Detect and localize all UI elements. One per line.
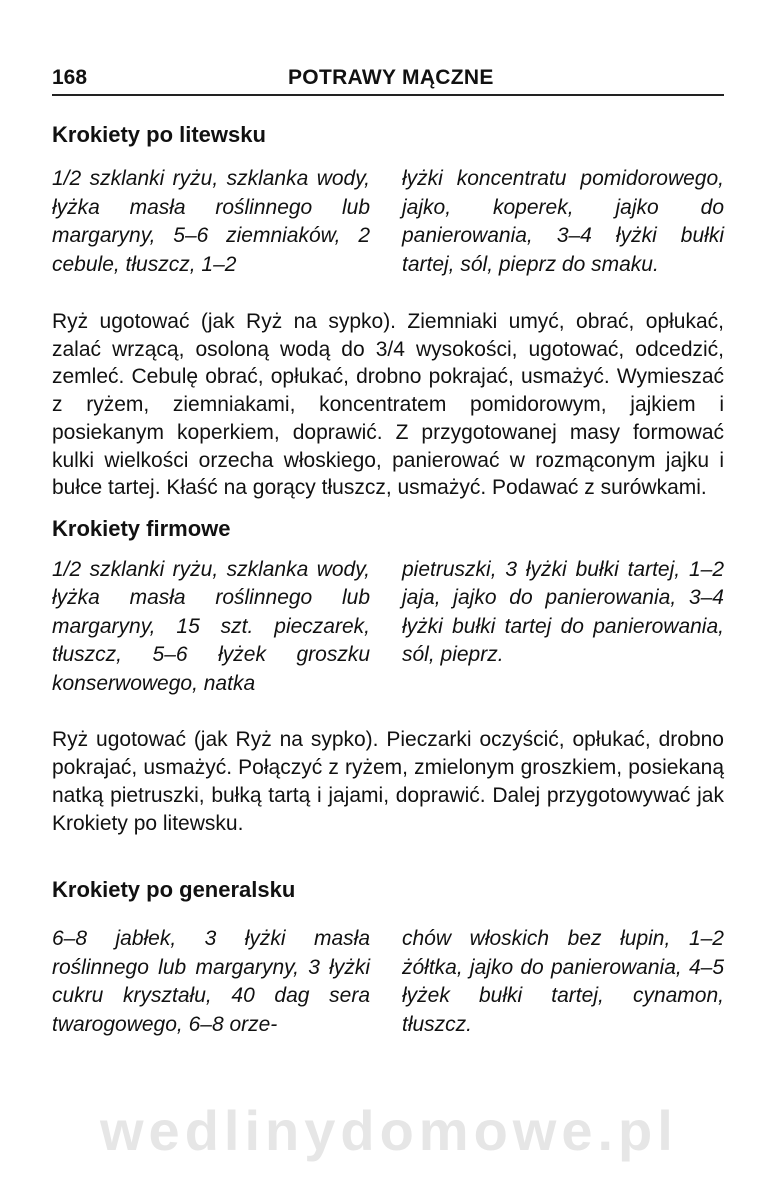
recipe-title: Krokiety po generalsku: [52, 877, 296, 903]
recipe-krokiety-firmowe: [52, 516, 724, 837]
method: Ryż ugotować (jak Ryż na sypko). Pieczarki oczyścić, opłukać, drobno pokrajać, usmażyć. Połączyć z ryżem, zmielonym groszkiem, posiekaną natką pietruszki, bułką tartą i jajami, doprawić. Dalej przygotowywać jak Krokiety po litewsku.: [52, 728, 724, 835]
ingredients-right: chów włoskich bez łupin, 1–2 żółtka, jajko do panierowania, 4–5 łyżek bułki tartej, cynamon, tłuszcz.: [402, 927, 724, 1036]
running-title: POTRAWY MĄCZNE: [288, 66, 494, 89]
ingredients: [52, 165, 724, 279]
recipe-title: Krokiety po litewsku: [52, 122, 266, 147]
ingredients: [52, 925, 724, 1039]
recipe-krokiety-po-litewsku: [52, 122, 724, 502]
recipe-krokiety-po-generalsku: [52, 877, 724, 1039]
ingredients-right: łyżki koncentratu pomidorowego, jajko, koperek, jajko do panierowania, 3–4 łyżki bułki tartej, sól, pieprz do smaku.: [402, 167, 724, 276]
method: Ryż ugotować (jak Ryż na sypko). Ziemniaki umyć, obrać, opłukać, zalać wrzącą, osoloną wodą do 3/4 wysokości, ugotować, odcedzić, zemleć. Cebulę obrać, opłukać, drobno pokrajać, usmażyć. Wymieszać z ryżem, ziemniakami, koncentratem pomidorowym, jajkiem i posiekanym koperkiem, doprawić. Z przygotowanej masy formować kulki wielkości orzecha włoskiego, panierować w rozmąconym jajku i bułce tartej. Kłaść na gorący tłuszcz, usmażyć. Podawać z surówkami.: [52, 310, 724, 500]
recipe-title: Krokiety firmowe: [52, 515, 231, 541]
ingredients-left: 6–8 jabłek, 3 łyżki masła roślinnego lub margaryny, 3 łyżki cukru kryształu, 40 dag sera twarogowego, 6–8 orze-: [52, 927, 370, 1036]
page-number: 168: [52, 66, 88, 89]
ingredients-left: 1/2 szklanki ryżu, szklanka wody, łyżka masła roślinnego lub margaryny, 5–6 ziemniaków, 2 cebule, tłuszcz, 1–2: [52, 167, 370, 276]
ingredients-left: 1/2 szklanki ryżu, szklanka wody, łyżka masła roślinnego lub margaryny, 15 szt. pieczarek, tłuszcz, 5–6 łyżek groszku konserwowego, natka: [52, 557, 370, 695]
book-page: [52, 62, 724, 1039]
ingredients-right: pietruszki, 3 łyżki bułki tartej, 1–2 jaja, jajko do panierowania, 3–4 łyżki bułki tartej do panierowania, sól, pieprz.: [402, 557, 724, 667]
watermark: wedlinydomowe.pl: [100, 1099, 678, 1162]
ingredients: [52, 556, 724, 699]
running-head: [52, 62, 724, 96]
